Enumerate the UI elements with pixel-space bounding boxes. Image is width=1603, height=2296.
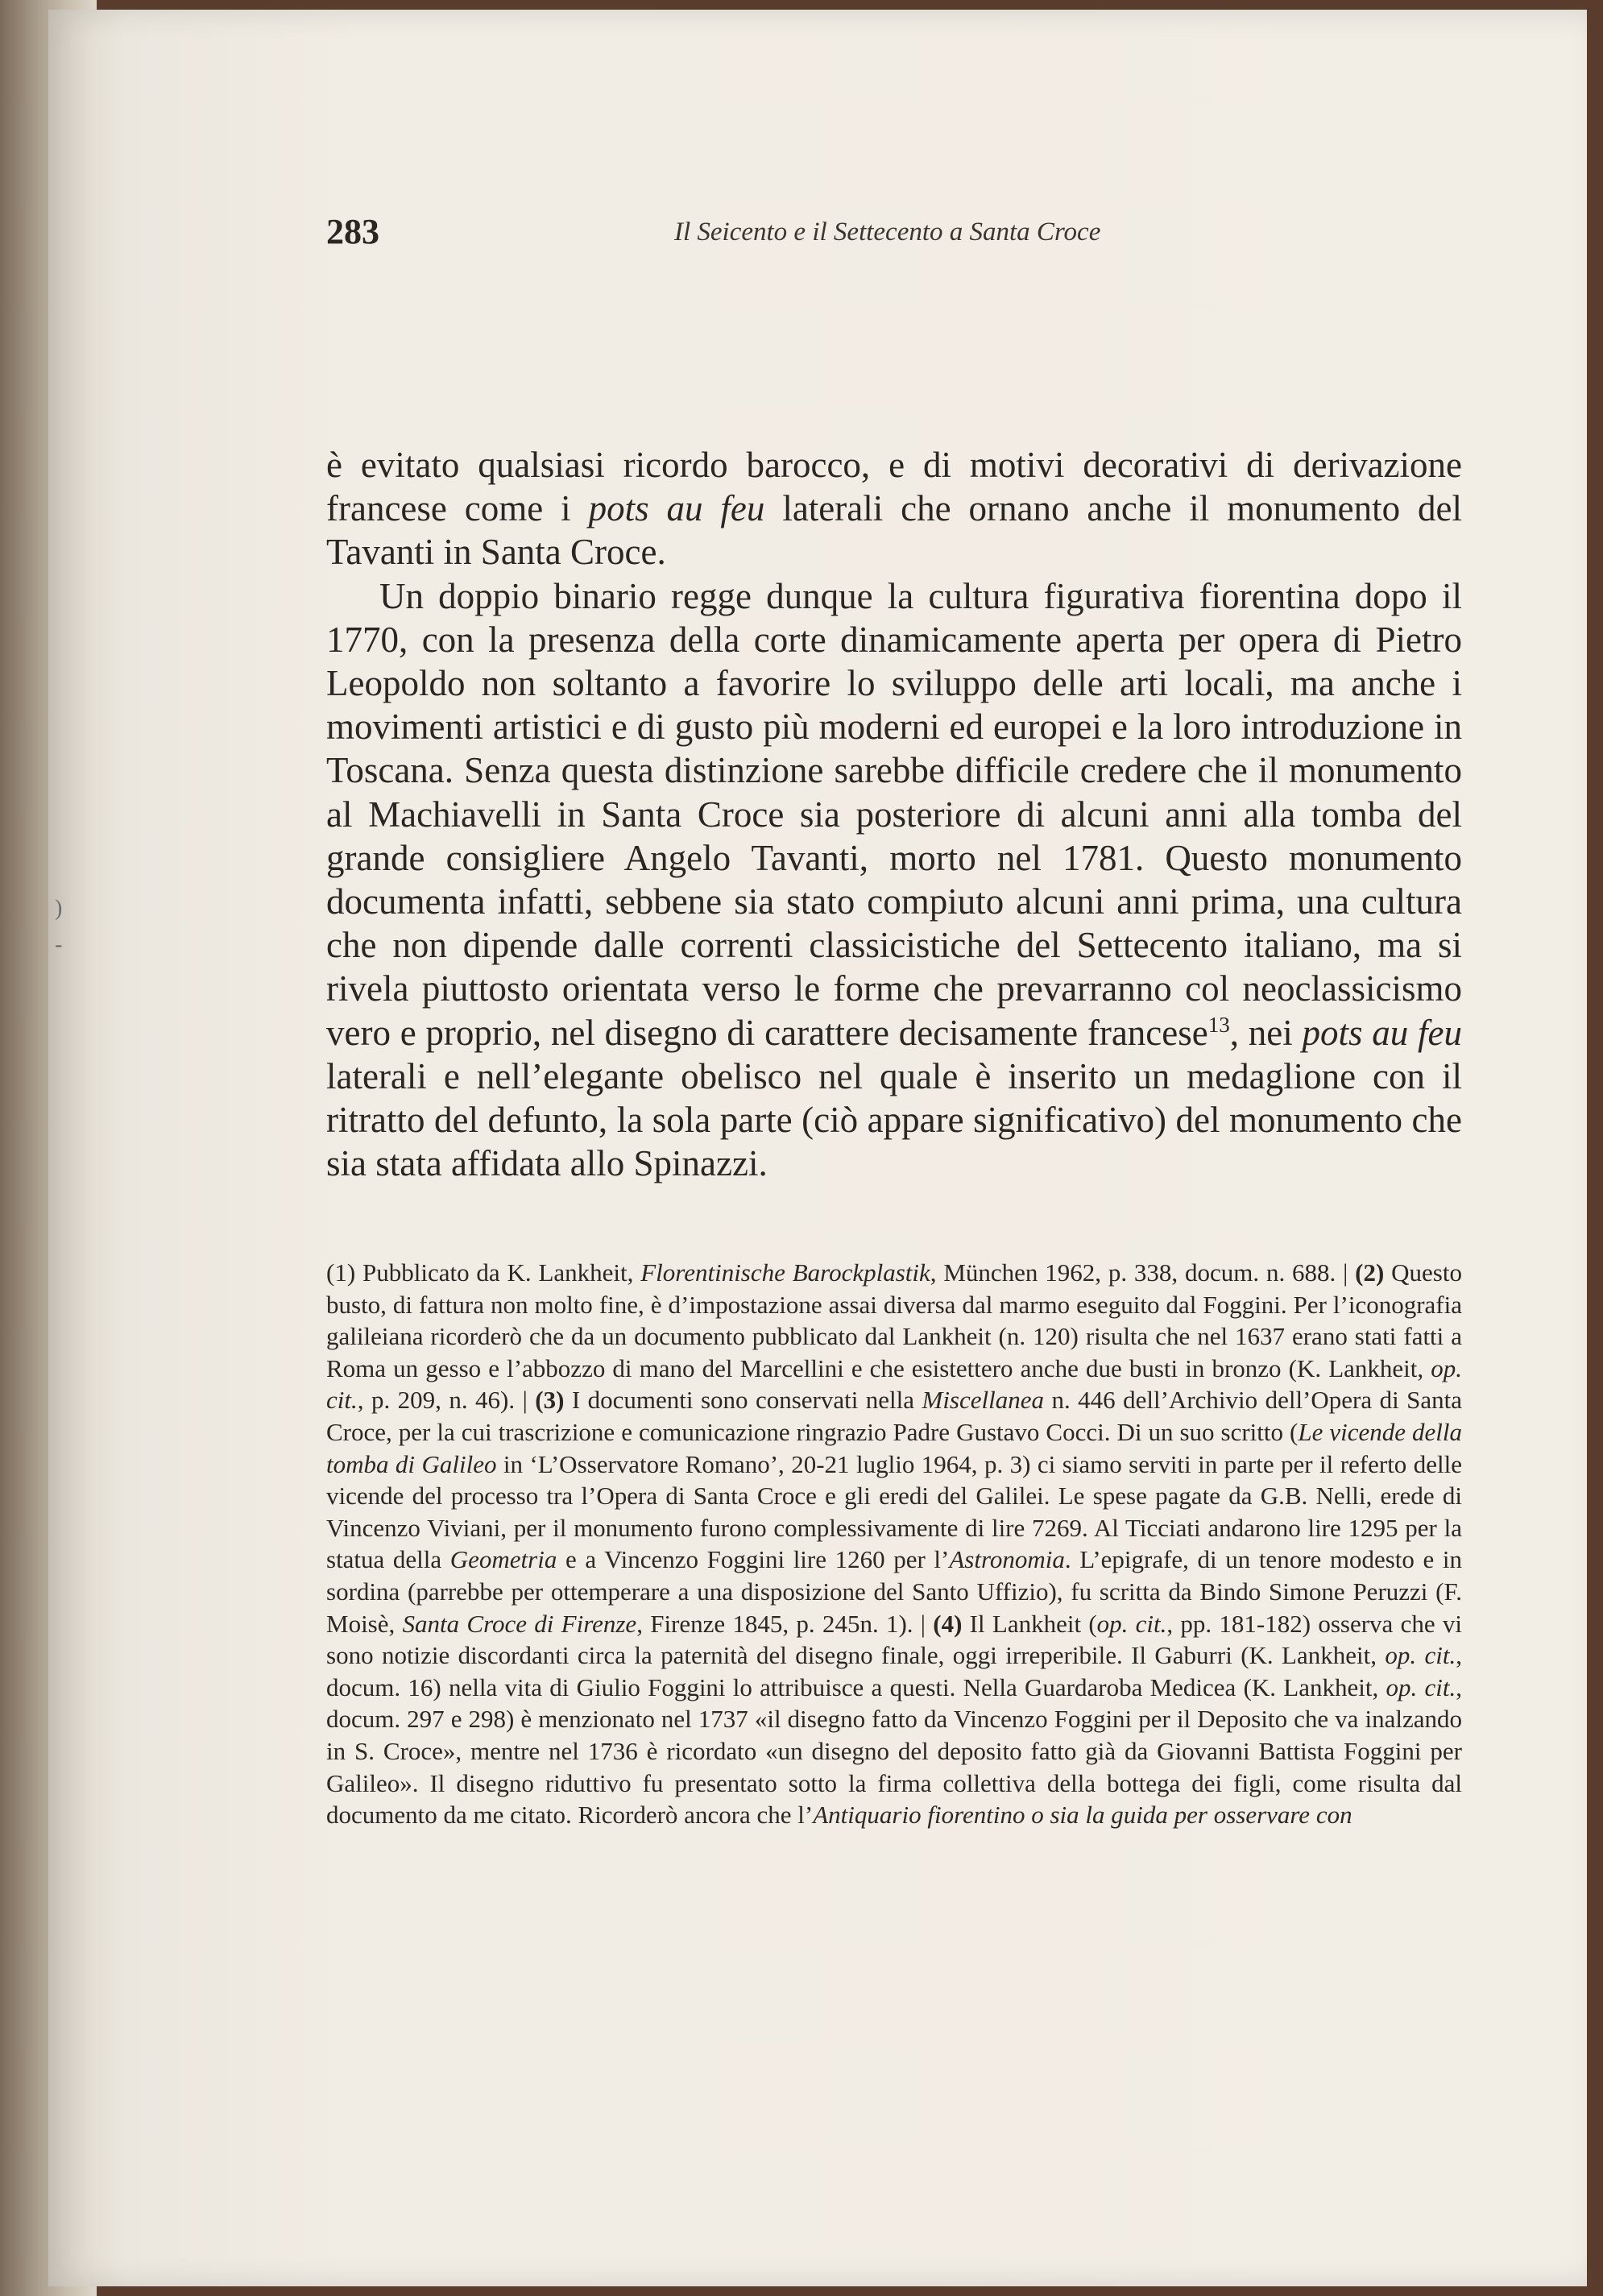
bleed-mark: - bbox=[55, 932, 63, 957]
main-text bbox=[326, 443, 1462, 1185]
paragraph: Un doppio binario regge dunque la cultura figurativa fiorentina dopo il 1770, con la presenza della corte dinamicamente aperta per opera di Pietro Leopoldo non soltanto a favorire lo sviluppo delle arti locali, ma anche i movimenti artistici e di gusto più moderni ed europei e la loro introduzione in Toscana. Senza questa distinzione sarebbe difficile credere che il monumento al Machiavelli in Santa Croce sia posteriore di alcuni anni alla tomba del grande consigliere Angelo Tavanti, morto nel 1781. Questo monumento documenta infatti, sebbene sia stato compiuto alcuni anni prima, una cultura che non dipende dalle correnti classicistiche del Settecento italiano, ma si rivela piuttosto orientata verso le forme che prevarranno col neoclassicismo vero e proprio, nel disegno di carattere decisamente francese$^{13}$, nei pots au feu laterali e nell’elegante obelisco nel quale è inserito un medaglione con il ritratto del defunto, la sola parte (ciò appare significativo) del monumento che sia stata affidata allo Spinazzi. bbox=[326, 575, 1462, 1184]
page-number: 283 bbox=[326, 212, 379, 251]
running-title: Il Seicento e il Settecento a Santa Croce bbox=[674, 218, 1101, 247]
paragraph: è evitato qualsiasi ricordo barocco, e di motivi decorativi di derivazione francese come i pots au feu laterali che ornano anche il monumento del Tavanti in Santa Croce. bbox=[326, 445, 1463, 573]
footnote-block: (1) Pubblicato da K. Lankheit, Florentinische Barockplastik, München 1962, p. 338, docum. n. 688. | (2) Questo busto, di fattura non molto fine, è d’impostazione assai diversa dal marmo eseguito dal Foggini. Per l’iconografia galileiana ricorderò che da un documento pubblicato dal Lankheit (n. 120) risulta che nel 1637 erano stati fatti a Roma un gesso e l’abbozzo di mano del Marcellini e che esistettero anche due busti in bronzo (K. Lankheit, op. cit., p. 209, n. 46). | (3) I documenti sono conservati nella Miscellanea n. 446 dell’Archivio dell’Opera di Santa Croce, per la cui trascrizione e comunicazione ringrazio Padre Gustavo Cocci. Di un suo scritto (Le vicende della tomba di Galileo in ‘L’Osservatore Romano’, 20-21 luglio 1964, p. 3) ci siamo serviti in parte per il referto delle vicende del processo tra l’Opera di Santa Croce e gli eredi del Galilei. Le spese pagate da G.B. Nelli, erede di Vincenzo Viviani, per il monumento furono complessivamente di lire 7269. Al Ticciati andarono lire 1295 per la statua della Geometria e a Vincenzo Foggini lire 1260 per l’Astronomia. L’epigrafe, di un tenore modesto e in sordina (parrebbe per ottemperare a una disposizione del Santo Uffizio), fu scritta da Bindo Simone Peruzzi (F. Moisè, Santa Croce di Firenze, Firenze 1845, p. 245n. 1). | (4) Il Lankheit (op. cit., pp. 181-182) osserva che vi sono notizie discordanti circa la paternità del disegno finale, oggi irreperibile. Il Gaburri (K. Lankheit, op. cit., docum. 16) nella vita di Giulio Foggini lo attribuisce a questi. Nella Guardaroba Medicea (K. Lankheit, op. cit., docum. 297 e 298) è menzionato nel 1737 «il disegno fatto da Vincenzo Foggini per il Deposito che va inalzando in S. Croce», mentre nel 1736 è ricordato «un disegno del deposito fatto già da Giovanni Battista Foggini per Galileo». Il disegno riduttivo fu presentato sotto la firma collettiva della bottega dei figli, come risulta dal documento da me citato. Ricorderò ancora che l’Antiquario fiorentino o sia la guida per osservare con bbox=[326, 1258, 1462, 1830]
footnote-number: (1) bbox=[326, 1258, 356, 1287]
page-header bbox=[326, 211, 1470, 259]
footnote-number: (3) bbox=[535, 1386, 565, 1415]
bleed-mark: ) bbox=[55, 896, 63, 921]
footnotes bbox=[326, 1257, 1462, 1831]
footnote-number: (4) bbox=[933, 1609, 963, 1638]
edge-bleed-marks bbox=[48, 896, 81, 2024]
footnote-number: (2) bbox=[1355, 1258, 1385, 1287]
book-page bbox=[48, 10, 1587, 2286]
footnote-reference: 13 bbox=[1207, 1012, 1230, 1037]
